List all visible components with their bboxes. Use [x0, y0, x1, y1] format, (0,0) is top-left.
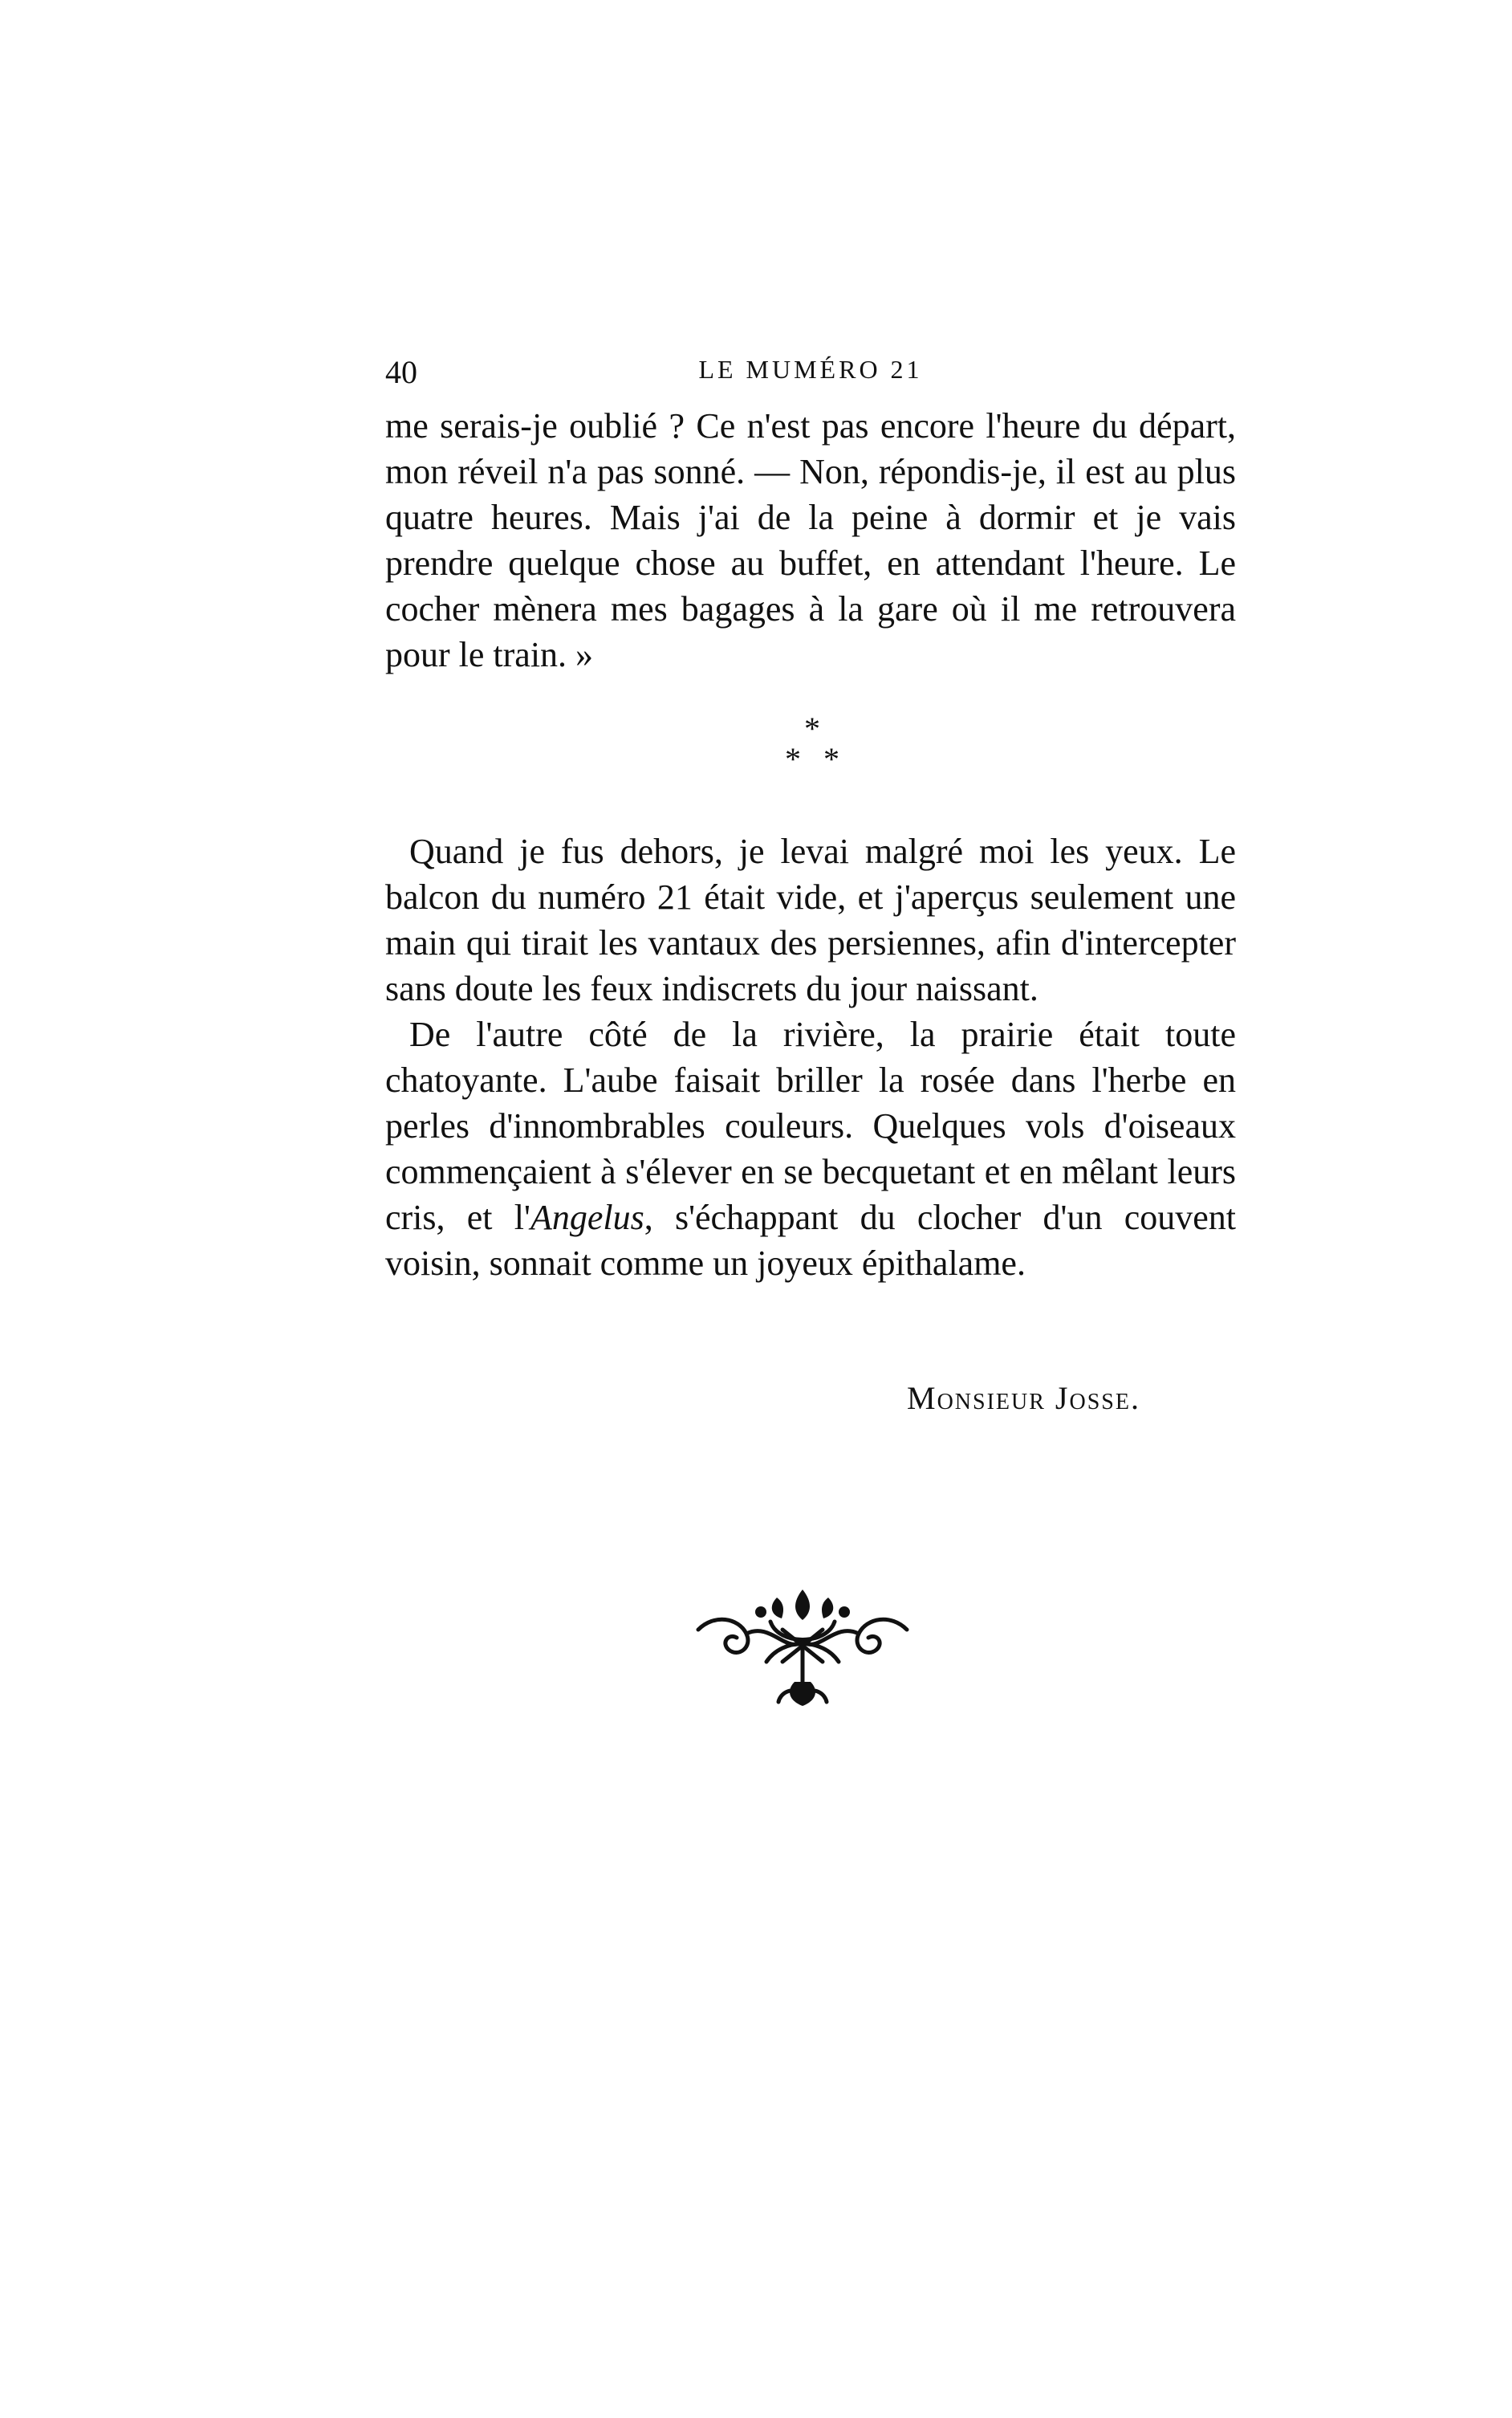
paragraph-continuation: me serais-je oublié ? Ce n'est pas encore l'heure du départ, mon réveil n'a pas sonné. — Non, répondis-je, il est au plus quatre heures. Mais j'ai de la peine à dormir et je vais prendre quelque chose au buffet, en attendant l'heure. Le cocher mènera mes bagages à la gare où il me retrouvera pour le train. » — [385, 406, 1236, 674]
text-block-bottom — [385, 828, 1236, 1286]
asterism — [732, 710, 892, 798]
paragraph-de-lautre-end: , s'échappant du clocher d'un couvent voisin, sonnait comme un joyeux épithalame. — [385, 1198, 1236, 1283]
floral-tailpiece-icon — [690, 1573, 915, 1710]
text-block-top — [385, 403, 1236, 678]
signature: Monsieur Josse. — [907, 1380, 1140, 1416]
angelus-italic: Angelus — [530, 1198, 644, 1237]
paragraph-de-lautre-start: De l'autre côté de la rivière, la prairie était toute chatoyante. L'aube faisait briller la rosée dans l'herbe en perles d'innombrables couleurs. Quelques vols d'oiseaux commençaient à s'élever en se becquetant et en mêlant leurs cris, et l' — [385, 1015, 1236, 1237]
asterism-left-star: * — [785, 741, 801, 777]
running-title: LE MUMÉRO 21 — [698, 355, 923, 384]
paragraph-quand: Quand je fus dehors, je levai malgré moi les yeux. Le balcon du numéro 21 était vide, et j'aperçus seulement une main qui tirait les vantaux des persiennes, afin d'intercepter sans doute les feux indiscrets du jour naissant. — [385, 832, 1236, 1008]
paragraph-de-lautre — [385, 1012, 1236, 1286]
page-header — [385, 347, 1236, 395]
asterism-top-star: * — [804, 710, 820, 747]
page-number: 40 — [385, 354, 417, 390]
asterism-right-star: * — [823, 741, 839, 777]
